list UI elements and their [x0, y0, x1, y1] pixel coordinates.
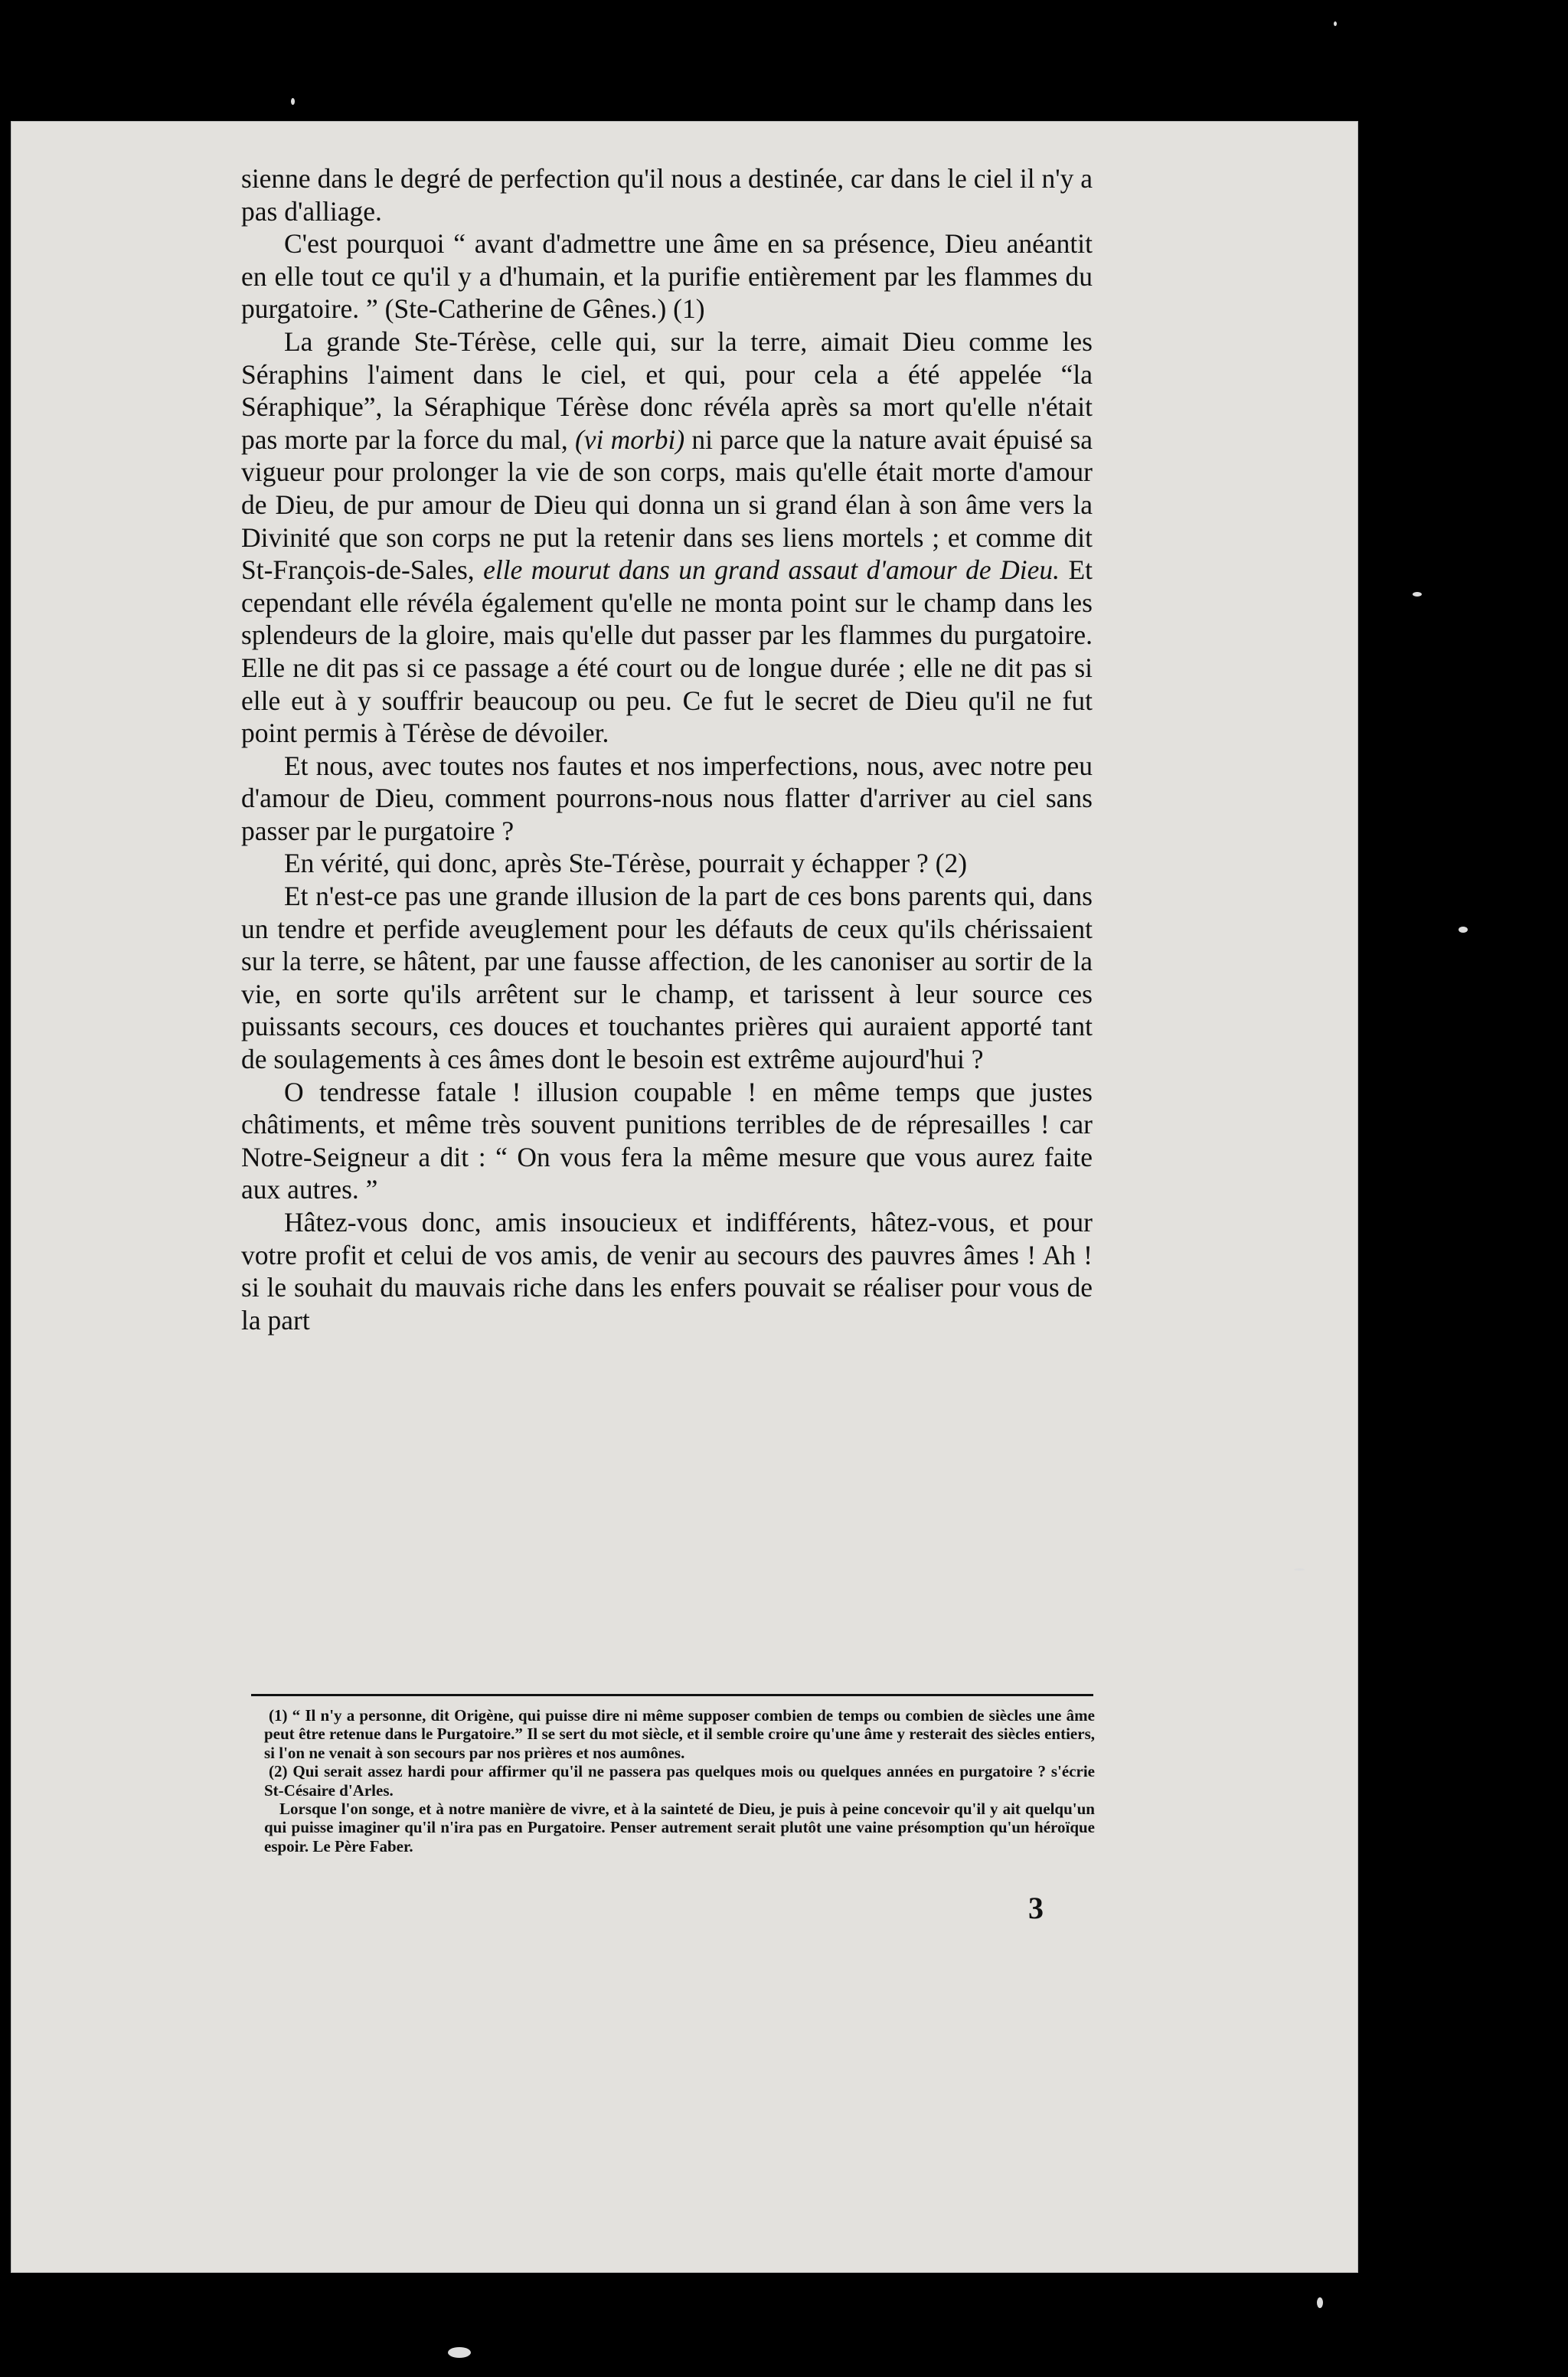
paragraph-3-part-1: La grande Ste-Térèse, celle qui, sur la terre, aimait Dieu comme les Séraphins l'aiment dans le ciel, et qui, pour cela a été appelée “la Séraphique”, la Séraphique Térèse donc révéla après sa mort qu'elle n'était pas morte par la force du mal, [241, 325, 1093, 455]
paragraph-3-part-3: Et cependant elle révéla également qu'elle ne monta point sur le champ dans les splendeurs de la gloire, mais qu'elle dut passer par les flammes du purgatoire. Elle ne dit pas si ce passage a été court ou de longue durée ; elle ne dit pas si elle eut à y souffrir beaucoup ou peu. Ce fut le secret de Dieu qu'il ne fut point permis à Térèse de dévoiler. [241, 554, 1093, 749]
paragraph-3-part-2: ni parce que la nature avait épuisé sa vigueur pour prolonger la vie de son corps, mais qu'elle était morte d'amour de Dieu, de pur amour de Dieu qui donna un si grand élan à son âme vers la Divinité que son corps ne put la retenir dans ses liens mortels ; et comme dit St-François-de-Sales, [241, 423, 1093, 586]
paragraph-3 [241, 325, 1093, 750]
paragraph-2: C'est pourquoi “ avant d'admettre une âme en sa présence, Dieu anéantit en elle tout ce qu'il y a d'humain, et la purifie entièrement par les flammes du purgatoire. ” (Ste-Catherine de Gênes.) (1) [241, 228, 1093, 325]
paragraph-5: En vérité, qui donc, après Ste-Térèse, pourrait y échapper ? (2) [284, 848, 968, 879]
footnote-rule [251, 1694, 1093, 1696]
italic-quote-francois: elle mourut dans un grand assaut d'amour de Dieu. [483, 554, 1060, 586]
main-text [241, 162, 1093, 1336]
paragraph-8: Hâtez-vous donc, amis insoucieux et indifférents, hâtez-vous, et pour votre profit et celui de vos amis, de venir au secours des pauvres âmes ! Ah ! si le souhait du mauvais riche dans les enfers pouvait se réaliser pour vous de la part [241, 1207, 1093, 1336]
footnote-2: (2) Qui serait assez hardi pour affirmer qu'il ne passera pas quelques mois ou quelques années en purgatoire ? s'écrie St-Césaire d'Arles. [264, 1762, 1095, 1800]
footnotes [264, 1706, 1095, 1855]
footnote-1: (1) “ Il n'y a personne, dit Origène, qui puisse dire ni même supposer combien de temps ou combien de siècles une âme peut être retenue dans le Purgatoire.” Il se sert du mot siècle, et il semble croire qu'une âme y resterait des siècles entiers, si l'on ne venait à son secours par nos prières et nos aumônes. [264, 1706, 1095, 1762]
paragraph-6: Et n'est-ce pas une grande illusion de la part de ces bons parents qui, dans un tendre et perfide aveuglement pour les défauts de ceux qu'ils chérissaient sur la terre, se hâtent, par une fausse affection, de les canoniser au sortir de la vie, en sorte qu'ils arrêtent sur le champ, et tarissent à leur source ces puissants secours, ces douces et touchantes prières qui auraient apporté tant de soulagements à ces âmes dont le besoin est extrême aujourd'hui ? [241, 881, 1093, 1075]
paragraph-1: sienne dans le degré de perfection qu'il nous a destinée, car dans le ciel il n'y a pas d'alliage. [241, 163, 1093, 227]
page-number: 3 [1028, 1891, 1044, 1925]
italic-vi-morbi: (vi morbi) [574, 423, 685, 455]
paragraph-7: O tendresse fatale ! illusion coupable ! en même temps que justes châtiments, et même très souvent punitions terribles de de répresailles ! car Notre-Seigneur a dit : “ On vous fera la même mesure que vous aurez faite aux autres. ” [241, 1076, 1093, 1205]
footnote-2-continuation: Lorsque l'on songe, et à notre manière de vivre, et à la sainteté de Dieu, je puis à peine concevoir qu'il y ait quelqu'un qui puisse imaginer qu'il n'ira pas en Purgatoire. Penser autrement serait plutôt une vaine présomption qu'un héroïque espoir. Le Père Faber. [264, 1800, 1095, 1855]
paragraph-4: Et nous, avec toutes nos fautes et nos imperfections, nous, avec notre peu d'amour de Dieu, comment pourrons-nous nous flatter d'arriver au ciel sans passer par le purgatoire ? [241, 750, 1093, 846]
